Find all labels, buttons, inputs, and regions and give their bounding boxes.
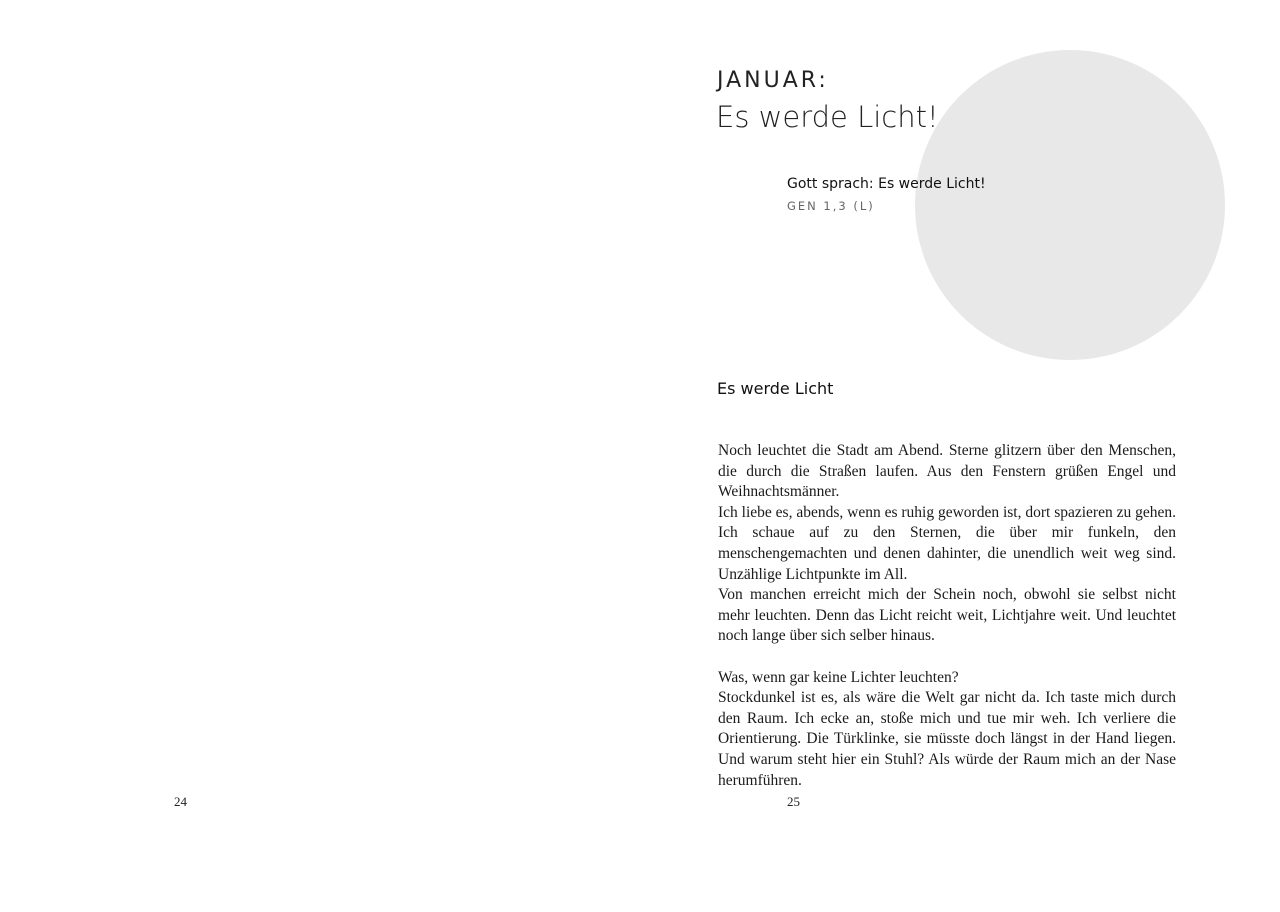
chapter-title: Es werde Licht!	[716, 100, 939, 134]
paragraph-spacer	[718, 647, 1176, 668]
epigraph-quote: Gott sprach: Es werde Licht!	[787, 176, 986, 192]
paragraph: Stockdunkel ist es, als wäre die Welt gar nicht da. Ich taste mich durch den Raum. Ich ecke an, stoße mich und tue mir weh. Ich verliere die Orientierung. Die Türklinke, sie müsste doch längst in der Hand liegen. Und warum steht hier ein Stuhl? Als würde der Raum mich an der Nase herumführen.	[718, 689, 1176, 789]
epigraph-reference: GEN 1,3 (L)	[787, 199, 875, 213]
month-label: JANUAR:	[717, 68, 829, 93]
body-text	[718, 441, 1176, 791]
page-number-left: 24	[174, 794, 187, 809]
paragraph: Ich liebe es, abends, wenn es ruhig geworden ist, dort spazieren zu gehen. Ich schaue auf zu den Sternen, die über mir funkeln, den menschengemachten und denen dahinter, die unendlich weit weg sind. Unzählige Lichtpunkte im All.	[718, 503, 1176, 583]
paragraph: Von manchen erreicht mich der Schein noch, obwohl sie selbst nicht mehr leuchten. Denn das Licht reicht weit, Lichtjahre weit. Und leuchtet noch lange über sich selber hinaus.	[718, 586, 1176, 645]
page-number-right: 25	[787, 794, 800, 809]
section-heading: Es werde Licht	[717, 379, 834, 398]
paragraph: Noch leuchtet die Stadt am Abend. Sterne glitzern über den Menschen, die durch die Straßen laufen. Aus den Fenstern grüßen Engel und Weihnachtsmänner.	[718, 442, 1176, 501]
decorative-circle	[915, 50, 1225, 360]
paragraph: Was, wenn gar keine Lichter leuchten?	[718, 668, 959, 686]
